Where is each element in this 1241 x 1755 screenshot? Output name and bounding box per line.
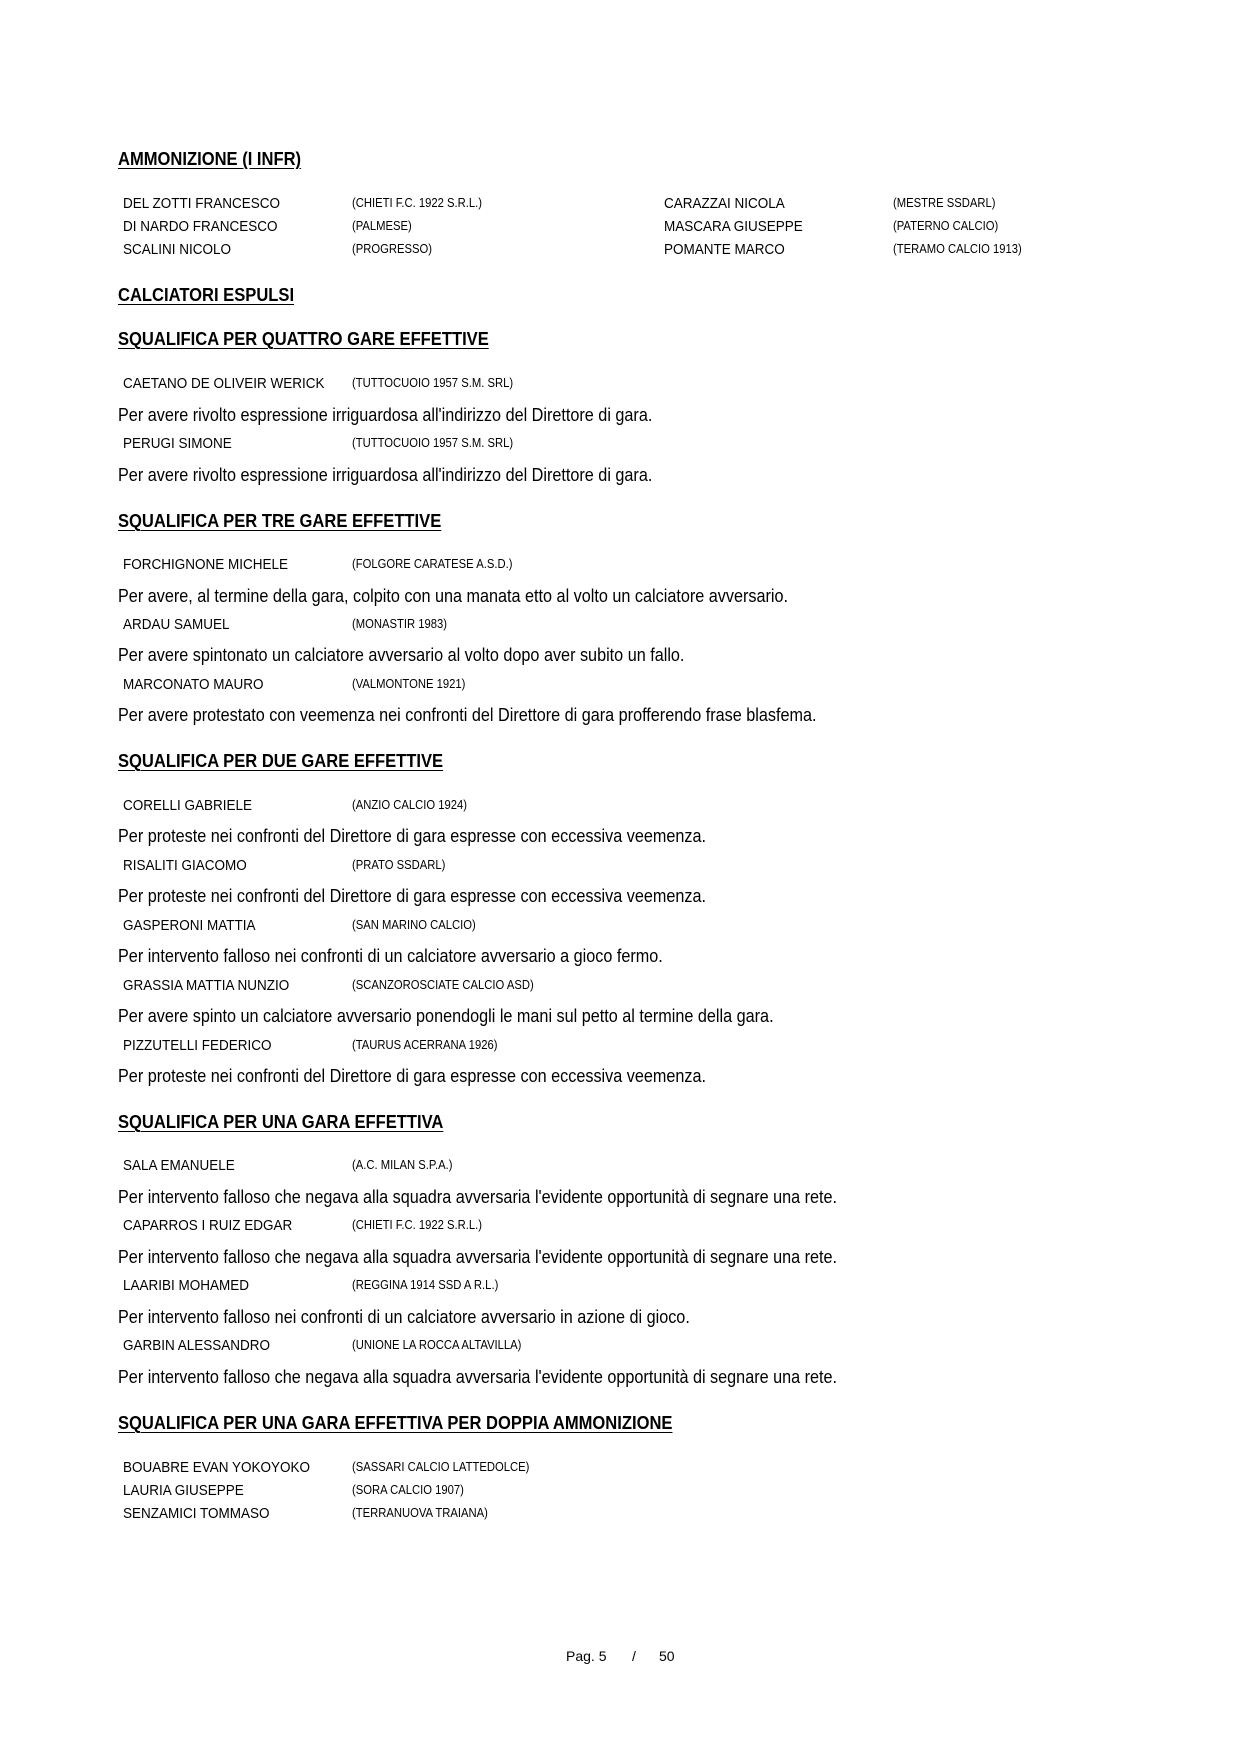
player-name: SCALINI NICOLO [123,241,232,258]
player-name: LAURIA GIUSEPPE [123,1482,244,1499]
section-title-ammonizione: AMMONIZIONE (I INFR) [118,149,302,169]
player-team: (SORA CALCIO 1907) [352,1483,464,1497]
player-team: (PROGRESSO) [352,242,433,256]
player-name: CARAZZAI NICOLA [664,195,785,212]
player-name: DEL ZOTTI FRANCESCO [123,195,281,212]
player-name: LAARIBI MOHAMED [123,1277,250,1294]
player-name: ARDAU SAMUEL [123,616,230,633]
player-team: (TERRANUOVA TRAIANA) [352,1506,488,1520]
player-team: (REGGINA 1914 SSD A R.L.) [352,1278,499,1292]
player-name: GARBIN ALESSANDRO [123,1337,271,1354]
player-team: (SASSARI CALCIO LATTEDOLCE) [352,1460,530,1474]
suspension-reason: Per intervento falloso che negava alla squadra avversaria l'evidente opportunità di segnare una rete. [118,1367,838,1387]
player-team: (FOLGORE CARATESE A.S.D.) [352,557,513,571]
suspension-reason: Per avere spintonato un calciatore avversario al volto dopo aver subito un fallo. [118,645,685,665]
section-title-tre-gare: SQUALIFICA PER TRE GARE EFFETTIVE [118,511,442,531]
page-separator: / [632,1648,636,1664]
suspension-reason: Per avere rivolto espressione irriguardosa all'indirizzo del Direttore di gara. [118,465,653,485]
player-name: PERUGI SIMONE [123,435,232,452]
suspension-reason: Per avere protestato con veemenza nei confronti del Direttore di gara profferendo frase blasfema. [118,705,817,725]
section-title-una-gara: SQUALIFICA PER UNA GARA EFFETTIVA [118,1112,444,1132]
player-team: (TAURUS ACERRANA 1926) [352,1038,498,1052]
suspension-reason: Per avere rivolto espressione irriguardosa all'indirizzo del Direttore di gara. [118,405,653,425]
player-name: GASPERONI MATTIA [123,917,256,934]
player-team: (VALMONTONE 1921) [352,677,466,691]
player-name: POMANTE MARCO [664,241,785,258]
suspension-reason: Per intervento falloso nei confronti di un calciatore avversario in azione di gioco. [118,1307,690,1327]
page-label: Pag. 5 [566,1648,607,1664]
player-name: RISALITI GIACOMO [123,857,247,874]
player-team: (MONASTIR 1983) [352,617,448,631]
player-team: (ANZIO CALCIO 1924) [352,798,468,812]
player-team: (TUTTOCUOIO 1957 S.M. SRL) [352,436,514,450]
player-name: FORCHIGNONE MICHELE [123,556,289,573]
page-total: 50 [659,1648,675,1664]
player-team: (SCANZOROSCIATE CALCIO ASD) [352,978,534,992]
player-name: CAETANO DE OLIVEIR WERICK [123,375,325,392]
section-title-due-gare: SQUALIFICA PER DUE GARE EFFETTIVE [118,751,444,771]
player-team: (CHIETI F.C. 1922 S.R.L.) [352,1218,483,1232]
player-team: (CHIETI F.C. 1922 S.R.L.) [352,196,483,210]
player-team: (PALMESE) [352,219,412,233]
suspension-reason: Per avere, al termine della gara, colpito con una manata etto al volto un calciatore avversario. [118,586,788,606]
player-name: MASCARA GIUSEPPE [664,218,803,235]
suspension-reason: Per intervento falloso che negava alla squadra avversaria l'evidente opportunità di segnare una rete. [118,1187,838,1207]
player-name: MARCONATO MAURO [123,676,264,693]
player-name: CAPARROS I RUIZ EDGAR [123,1217,293,1234]
section-title-quattro-gare: SQUALIFICA PER QUATTRO GARE EFFETTIVE [118,329,489,349]
suspension-reason: Per proteste nei confronti del Direttore di gara espresse con eccessiva veemenza. [118,1066,707,1086]
section-title-calciatori-espulsi: CALCIATORI ESPULSI [118,285,295,305]
player-name: GRASSIA MATTIA NUNZIO [123,977,290,994]
suspension-reason: Per proteste nei confronti del Direttore di gara espresse con eccessiva veemenza. [118,886,707,906]
player-team: (TERAMO CALCIO 1913) [893,242,1022,256]
player-team: (A.C. MILAN S.P.A.) [352,1158,453,1172]
suspension-reason: Per intervento falloso che negava alla squadra avversaria l'evidente opportunità di segnare una rete. [118,1247,838,1267]
player-team: (SAN MARINO CALCIO) [352,918,476,932]
suspension-reason: Per avere spinto un calciatore avversario ponendogli le mani sul petto al termine della gara. [118,1006,774,1026]
player-name: BOUABRE EVAN YOKOYOKO [123,1459,311,1476]
player-team: (PATERNO CALCIO) [893,219,999,233]
player-name: DI NARDO FRANCESCO [123,218,278,235]
player-team: (PRATO SSDARL) [352,858,446,872]
section-title-doppia-ammonizione: SQUALIFICA PER UNA GARA EFFETTIVA PER DOPPIA AMMONIZIONE [118,1413,673,1433]
player-team: (UNIONE LA ROCCA ALTAVILLA) [352,1338,522,1352]
player-team: (TUTTOCUOIO 1957 S.M. SRL) [352,376,514,390]
suspension-reason: Per intervento falloso nei confronti di un calciatore avversario a gioco fermo. [118,946,663,966]
player-team: (MESTRE SSDARL) [893,196,996,210]
player-name: PIZZUTELLI FEDERICO [123,1037,272,1054]
suspension-reason: Per proteste nei confronti del Direttore di gara espresse con eccessiva veemenza. [118,826,707,846]
player-name: CORELLI GABRIELE [123,797,253,814]
player-name: SALA EMANUELE [123,1157,235,1174]
player-name: SENZAMICI TOMMASO [123,1505,270,1522]
